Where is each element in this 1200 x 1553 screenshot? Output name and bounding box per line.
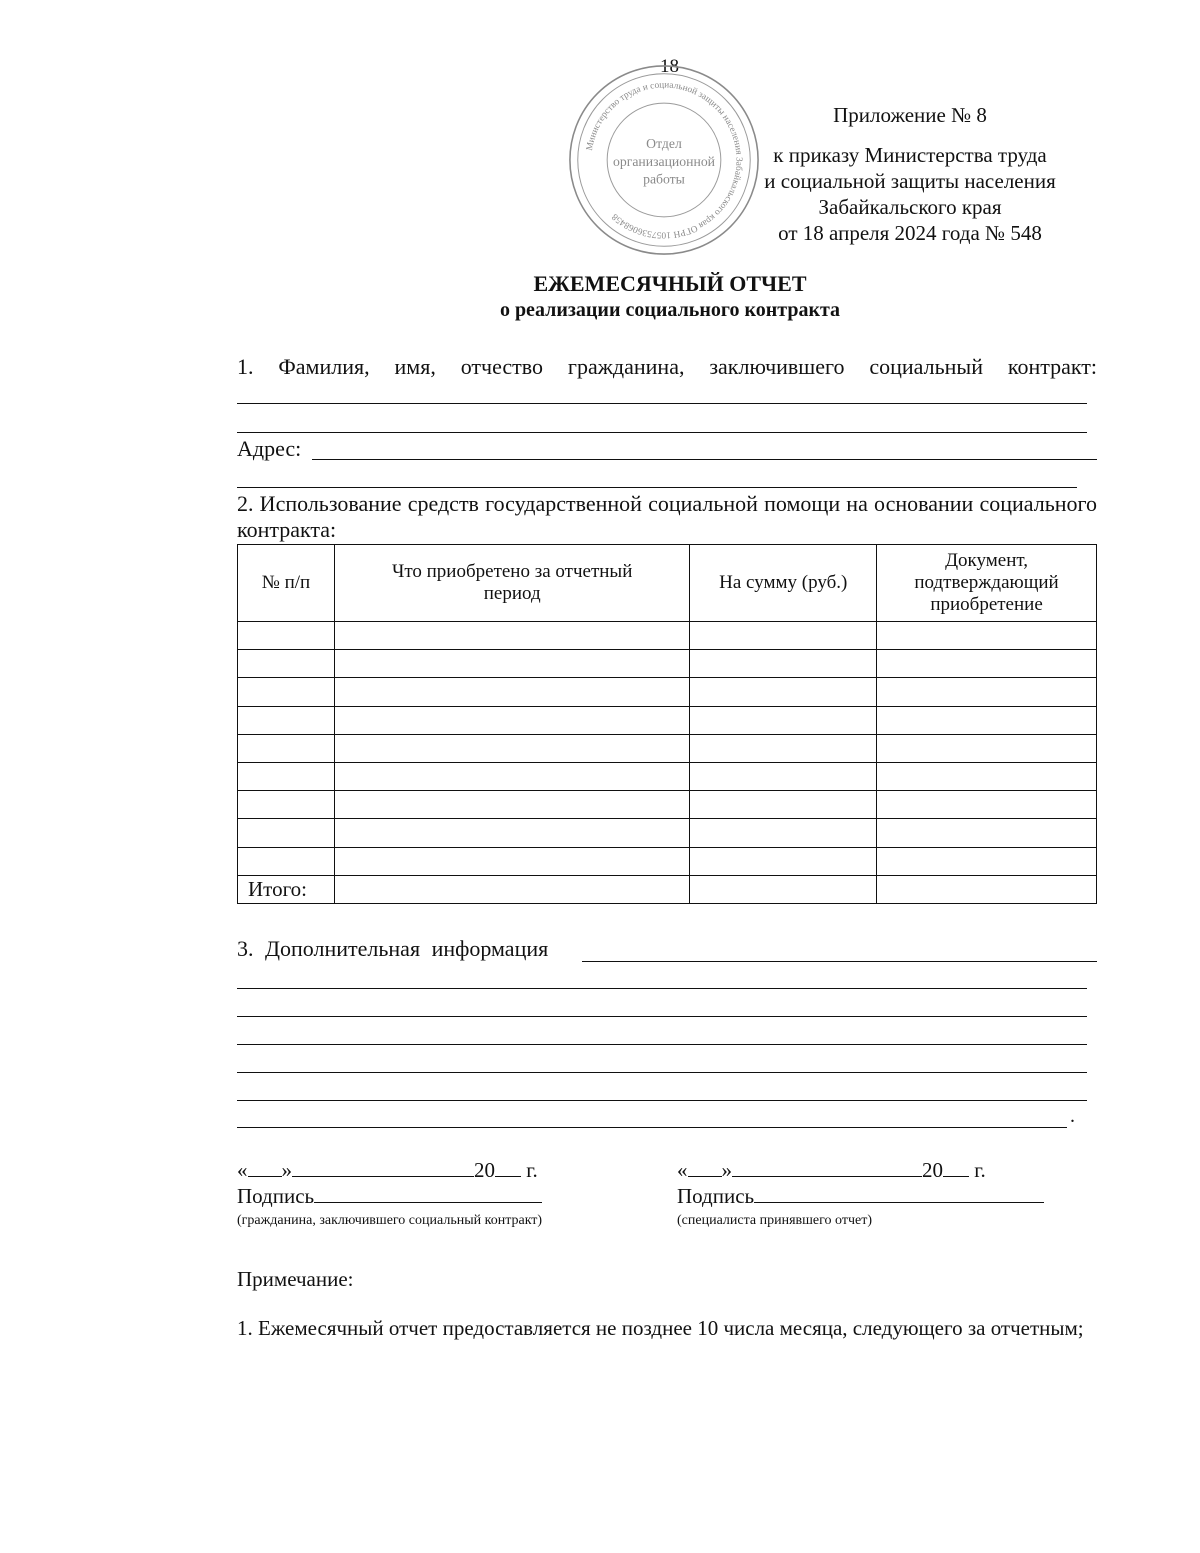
table-cell[interactable] [877, 678, 1097, 706]
info-line [582, 961, 1097, 962]
month-field[interactable] [292, 1176, 474, 1177]
table-row [238, 791, 1097, 819]
note-item-1: 1. Ежемесячный отчет предоставляется не позднее 10 числа месяца, следующего за отчетным; [237, 1316, 1084, 1340]
table-cell[interactable] [238, 650, 335, 678]
appendix-block [745, 102, 1075, 246]
table-total-row [238, 875, 1097, 903]
year-field[interactable] [943, 1176, 969, 1177]
info-line [237, 1100, 1087, 1101]
signature-field[interactable] [754, 1202, 1044, 1203]
col-header-document: Документ, подтверждающий приобретение [877, 545, 1097, 622]
table-cell[interactable] [690, 875, 877, 903]
table-cell[interactable] [334, 622, 690, 650]
signature-field[interactable] [314, 1202, 542, 1203]
section1-label: 1. Фамилия, имя, отчество гражданина, заключившего социальный контракт: [237, 354, 1097, 379]
table-cell[interactable] [238, 819, 335, 847]
table-row [238, 678, 1097, 706]
fill-line [237, 403, 1087, 404]
fill-line [237, 487, 1077, 488]
table-cell[interactable] [238, 622, 335, 650]
table-cell[interactable] [877, 847, 1097, 875]
section3-label: 3. Дополнительная информация [237, 936, 549, 961]
title-main: ЕЖЕМЕСЯЧНЫЙ ОТЧЕТ [533, 271, 807, 296]
appendix-line: Забайкальского края [818, 195, 1002, 219]
appendix-line: к приказу Министерства труда [773, 143, 1047, 167]
svg-text:организационной: организационной [612, 153, 716, 169]
appendix-line: от 18 апреля 2024 года № 548 [778, 221, 1042, 245]
table-row [238, 706, 1097, 734]
table-row [238, 734, 1097, 762]
address-line [312, 459, 1097, 460]
document-title [0, 270, 1200, 324]
table-cell[interactable] [238, 706, 335, 734]
date-right: « » 20 г. [677, 1158, 986, 1182]
table-cell[interactable] [238, 762, 335, 790]
table-cell[interactable] [877, 734, 1097, 762]
table-cell[interactable] [877, 875, 1097, 903]
col-header-item: Что приобретено за отчетный период [334, 545, 690, 622]
table-row [238, 819, 1097, 847]
table-cell[interactable] [690, 762, 877, 790]
table-cell[interactable] [334, 819, 690, 847]
table-cell[interactable] [877, 762, 1097, 790]
month-field[interactable] [732, 1176, 922, 1177]
table-cell[interactable] [334, 762, 690, 790]
signature-left: Подпись [237, 1184, 542, 1209]
table-cell[interactable] [877, 819, 1097, 847]
table-cell[interactable] [690, 847, 877, 875]
table-cell[interactable] [877, 706, 1097, 734]
table-cell[interactable] [690, 650, 877, 678]
table-cell[interactable] [238, 847, 335, 875]
table-cell[interactable] [690, 819, 877, 847]
svg-text:Отдел: Отдел [646, 136, 682, 152]
table-cell[interactable] [690, 706, 877, 734]
table-row [238, 762, 1097, 790]
title-sub: о реализации социального контракта [499, 299, 841, 321]
table-cell[interactable] [238, 678, 335, 706]
fill-line [237, 432, 1087, 433]
date-left: « » 20 г. [237, 1158, 538, 1182]
section2-label: 2. Использование средств государственной социальной помощи на основании социального контракта: [237, 491, 1097, 542]
info-line [237, 988, 1087, 989]
total-label: Итого: [238, 875, 335, 903]
address-label: Адрес: [237, 436, 302, 461]
table-cell[interactable] [690, 622, 877, 650]
table-cell[interactable] [334, 791, 690, 819]
table-row [238, 650, 1097, 678]
table-cell[interactable] [877, 791, 1097, 819]
col-header-number: № п/п [238, 545, 335, 622]
table-cell[interactable] [334, 650, 690, 678]
appendix-line: Приложение № 8 [833, 103, 987, 127]
table-cell[interactable] [690, 678, 877, 706]
appendix-line: и социальной защиты населения [764, 169, 1056, 193]
page-number: 18 [660, 56, 679, 77]
info-line [237, 1127, 1067, 1128]
table-cell[interactable] [334, 847, 690, 875]
signature-left-caption: (гражданина, заключившего социальный контракт) [237, 1213, 543, 1228]
table-row [238, 847, 1097, 875]
table-row [238, 622, 1097, 650]
year-field[interactable] [495, 1176, 521, 1177]
table-cell[interactable] [334, 678, 690, 706]
official-stamp [566, 62, 762, 258]
svg-text:Министерство труда и социально: Министерство труда и социальной защиты населения Забайкальского края ОГРН 1057536068458 [585, 80, 744, 240]
table-cell[interactable] [238, 791, 335, 819]
table-cell[interactable] [690, 791, 877, 819]
signature-right: Подпись [677, 1184, 1044, 1209]
table-cell[interactable] [334, 734, 690, 762]
svg-text:работы: работы [643, 171, 685, 187]
table-cell[interactable] [334, 875, 690, 903]
notes-heading: Примечание: [237, 1267, 354, 1291]
table-cell[interactable] [690, 734, 877, 762]
col-header-sum: На сумму (руб.) [690, 545, 877, 622]
info-line [237, 1016, 1087, 1017]
signature-right-caption: (специалиста принявшего отчет) [677, 1213, 872, 1228]
table-header-row [238, 545, 1097, 622]
table-cell[interactable] [877, 650, 1097, 678]
table-cell[interactable] [334, 706, 690, 734]
info-line [237, 1044, 1087, 1045]
day-field[interactable] [248, 1176, 282, 1177]
table-cell[interactable] [877, 622, 1097, 650]
table-cell[interactable] [238, 734, 335, 762]
report-table [237, 544, 1097, 904]
info-line [237, 1072, 1087, 1073]
day-field[interactable] [688, 1176, 722, 1177]
